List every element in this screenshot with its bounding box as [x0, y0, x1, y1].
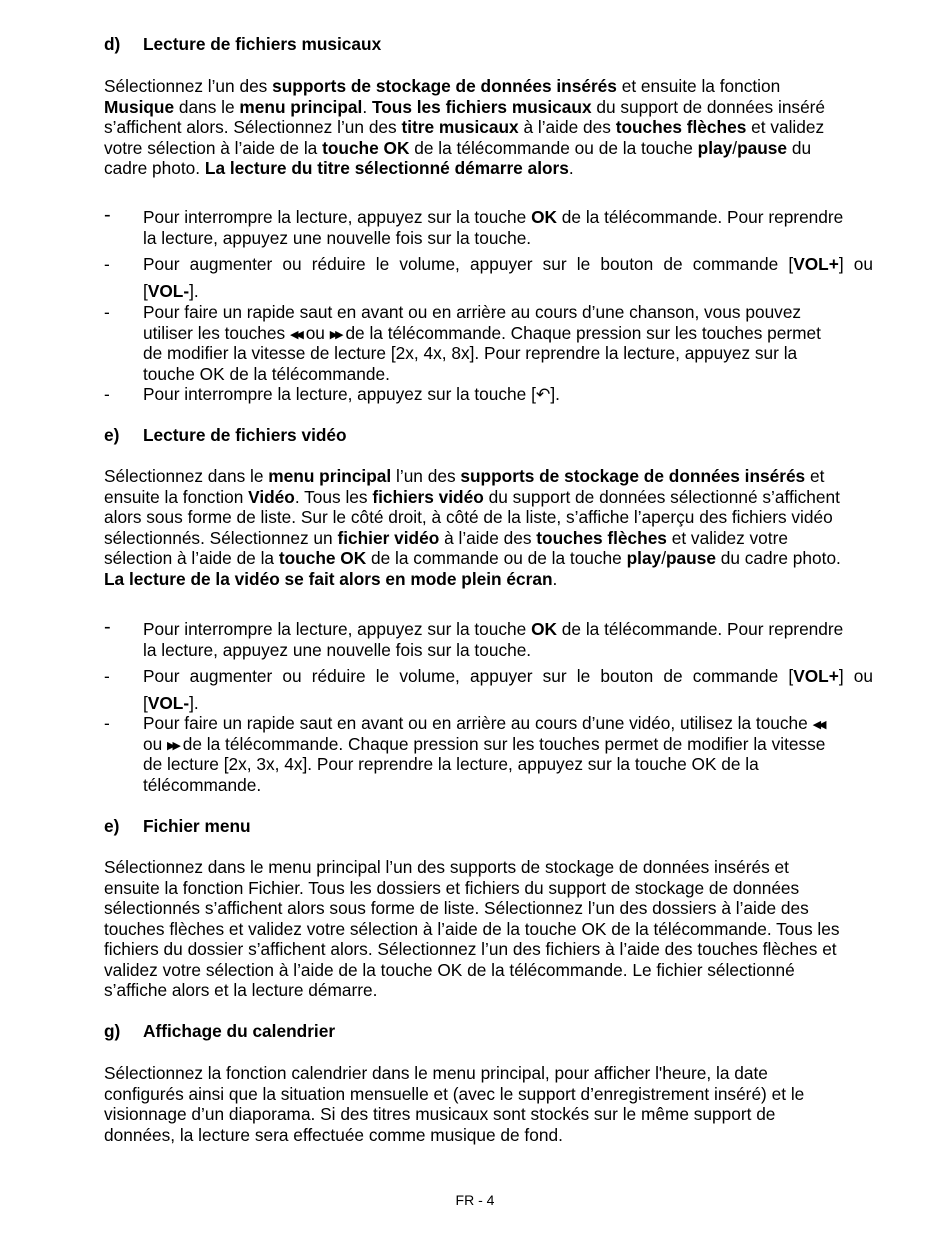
- text-fragment: Pour augmenter ou réduire le volume, appuyer sur le bouton de commande [: [143, 666, 794, 686]
- section-letter: e): [104, 425, 120, 445]
- video-paragraph: [104, 466, 874, 589]
- text-fragment: .: [568, 158, 574, 178]
- text-fragment: sélectionnés. Sélectionnez un: [104, 527, 338, 548]
- text-fragment: s’affiche alors et la lecture démarre.: [104, 980, 378, 1000]
- section-letter: d): [104, 34, 121, 54]
- text-fragment: touches flèches et validez votre sélection à l’aide de la touche OK de la télécommande. Tous les: [104, 918, 840, 939]
- text-fragment: VOL-: [147, 692, 190, 713]
- text-fragment: utiliser les touches: [143, 322, 290, 343]
- bullet-dash: -: [104, 302, 110, 322]
- text-fragment: dans le: [174, 96, 240, 117]
- text-fragment: VOL+: [793, 666, 839, 686]
- text-fragment: Pour faire un rapide saut en avant ou en arrière au cours d’une chanson, vous pouvez: [143, 302, 802, 322]
- text-fragment: de la télécommande. Pour reprendre: [557, 619, 844, 639]
- text-fragment: Musique: [104, 96, 175, 117]
- text-fragment: du support de données sélectionné s’affichent: [483, 486, 840, 507]
- text-fragment: VOL-: [147, 280, 190, 301]
- text-fragment: données, la lecture sera effectuée comme musique de fond.: [104, 1124, 563, 1145]
- text-fragment: supports de stockage de données insérés: [272, 76, 617, 96]
- text-fragment: et ensuite la fonction: [616, 76, 781, 96]
- text-fragment: télécommande.: [143, 774, 262, 795]
- text-fragment: de la télécommande ou de la touche: [409, 137, 698, 158]
- text-fragment: touches flèches: [615, 117, 747, 137]
- text-fragment: ] ou: [838, 254, 873, 274]
- text-fragment: OK: [531, 619, 557, 639]
- bullet-dash: -: [104, 616, 111, 638]
- text-fragment: de lecture [2x, 3x, 4x]. Pour reprendre la lecture, appuyez sur la touche OK de la: [143, 754, 759, 774]
- section-heading-calendar: [104, 1021, 335, 1042]
- back-icon: ↶: [535, 384, 551, 404]
- text-fragment: ].: [189, 692, 199, 713]
- text-fragment: touches flèches: [536, 527, 667, 548]
- text-fragment: fichiers vidéo: [372, 486, 484, 507]
- text-fragment: touche OK de la télécommande.: [143, 363, 390, 384]
- text-fragment: à l’aide des: [518, 117, 616, 137]
- text-fragment: .: [552, 568, 558, 589]
- text-fragment: menu principal: [239, 96, 363, 117]
- text-fragment: de la télécommande. Chaque pression sur les touches permet de modifier la vitesse: [177, 733, 826, 754]
- text-fragment: l’un des: [391, 466, 461, 486]
- text-fragment: Vidéo: [248, 486, 295, 507]
- section-heading-files: [104, 816, 251, 837]
- section-title: Fichier menu: [143, 816, 251, 836]
- text-fragment: touche OK: [322, 137, 410, 158]
- text-fragment: sélectionnés s’affichent alors sous forme de liste. Sélectionnez l’un des dossiers à l’aide des: [104, 898, 809, 918]
- text-fragment: la lecture, appuyez une nouvelle fois sur la touche.: [143, 227, 532, 248]
- text-fragment: .: [362, 96, 372, 117]
- text-fragment: La lecture de la vidéo se fait alors en mode plein écran: [104, 568, 553, 589]
- text-fragment: [: [143, 692, 148, 713]
- text-fragment: La lecture du titre sélectionné démarre alors: [204, 158, 569, 178]
- text-fragment: ou: [300, 322, 330, 343]
- text-fragment: la lecture, appuyez une nouvelle fois sur la touche.: [143, 639, 532, 660]
- text-fragment: ensuite la fonction: [104, 486, 249, 507]
- calendar-paragraph: [104, 1063, 874, 1145]
- text-fragment: Sélectionnez dans le: [104, 466, 269, 486]
- text-fragment: et validez: [746, 117, 825, 137]
- text-fragment: configurés ainsi que la situation mensuelle et (avec le support d’enregistrement inséré) et le: [104, 1083, 805, 1104]
- music-paragraph: [104, 76, 874, 179]
- text-fragment: cadre photo.: [104, 158, 205, 178]
- text-fragment: titre musicaux: [401, 117, 519, 137]
- text-fragment: de la télécommande. Chaque pression sur les touches permet: [340, 322, 821, 343]
- text-fragment: [: [143, 280, 148, 301]
- text-fragment: votre sélection à l’aide de la: [104, 137, 323, 158]
- text-fragment: et validez votre: [666, 527, 788, 548]
- bullet-dash: -: [104, 713, 110, 733]
- rewind-icon: ◀◀: [289, 328, 301, 341]
- section-letter: e): [104, 816, 120, 836]
- text-fragment: play: [626, 548, 662, 568]
- fast-forward-icon: ▶▶: [329, 328, 341, 341]
- text-fragment: /: [732, 137, 738, 158]
- text-fragment: ].: [189, 280, 199, 301]
- bullet-dash: -: [104, 204, 111, 226]
- text-fragment: Pour interrompre la lecture, appuyez sur la touche: [143, 619, 532, 639]
- text-fragment: Pour interrompre la lecture, appuyez sur la touche [: [143, 384, 536, 404]
- files-paragraph: [104, 857, 874, 1001]
- text-fragment: de modifier la vitesse de lecture [2x, 4x, 8x]. Pour reprendre la lecture, appuyez sur la: [143, 343, 798, 363]
- text-fragment: visionnage d’un diaporama. Si des titres musicaux sont stockés sur le même support de: [104, 1104, 776, 1124]
- section-letter: g): [104, 1021, 121, 1041]
- text-fragment: ou: [143, 733, 168, 754]
- text-fragment: à l’aide des: [439, 527, 537, 548]
- text-fragment: /: [661, 548, 666, 568]
- text-fragment: fichiers du dossier s’affichent alors. Sélectionnez l’un des fichiers à l’aide des touches flèches et: [104, 939, 837, 959]
- section-title: Lecture de fichiers vidéo: [143, 425, 347, 445]
- text-fragment: OK: [531, 207, 557, 227]
- section-title: Affichage du calendrier: [143, 1021, 336, 1041]
- text-fragment: play: [697, 137, 733, 158]
- section-heading-video: [104, 425, 347, 446]
- text-fragment: Tous les fichiers musicaux: [371, 96, 592, 117]
- text-fragment: Pour faire un rapide saut en avant ou en arrière au cours d’une vidéo, utilisez la touche: [143, 713, 813, 733]
- page-number: FR - 4: [455, 1192, 495, 1208]
- rewind-icon: ◀◀: [812, 719, 824, 731]
- text-fragment: du support de données inséré: [591, 96, 826, 117]
- text-fragment: Sélectionnez la fonction calendrier dans le menu principal, pour afficher l'heure, la date: [104, 1063, 768, 1083]
- text-fragment: supports de stockage de données insérés: [460, 466, 806, 486]
- text-fragment: Sélectionnez l’un des: [104, 76, 273, 96]
- text-fragment: validez votre sélection à l’aide de la touche OK de la télécommande. Le fichier sélectionné: [104, 959, 795, 980]
- text-fragment: fichier vidéo: [337, 527, 440, 548]
- bullet-dash: -: [104, 666, 110, 686]
- text-fragment: pause: [737, 137, 788, 158]
- fast-forward-icon: ▶▶: [167, 739, 178, 752]
- text-fragment: de la télécommande. Pour reprendre: [557, 207, 844, 227]
- text-fragment: s’affichent alors. Sélectionnez l’un des: [104, 117, 402, 137]
- text-fragment: et: [805, 466, 825, 486]
- text-fragment: Pour augmenter ou réduire le volume, appuyer sur le bouton de commande [: [143, 254, 794, 274]
- text-fragment: de la commande ou de la touche: [366, 548, 627, 568]
- text-fragment: sélection à l’aide de la: [104, 548, 279, 568]
- text-fragment: VOL+: [793, 254, 839, 274]
- section-title: Lecture de fichiers musicaux: [143, 34, 382, 54]
- text-fragment: du: [787, 137, 812, 158]
- text-fragment: du cadre photo.: [715, 548, 841, 568]
- text-fragment: ].: [550, 384, 560, 404]
- text-fragment: ensuite la fonction Fichier. Tous les dossiers et fichiers du support de stockage de données: [104, 877, 800, 898]
- bullet-dash: -: [104, 254, 110, 274]
- text-fragment: touche OK: [278, 548, 367, 568]
- text-fragment: pause: [666, 548, 716, 568]
- text-fragment: . Tous les: [294, 486, 373, 507]
- section-heading-music: [104, 34, 381, 55]
- text-fragment: alors sous forme de liste. Sur le côté droit, à côté de la liste, s’affiche l’aperçu des fichiers vidéo: [104, 507, 833, 527]
- bullet-dash: -: [104, 384, 110, 404]
- text-fragment: Sélectionnez dans le menu principal l’un des supports de stockage de données insérés et: [104, 857, 789, 877]
- text-fragment: menu principal: [268, 466, 392, 486]
- text-fragment: ] ou: [838, 666, 873, 686]
- text-fragment: Pour interrompre la lecture, appuyez sur la touche: [143, 207, 532, 227]
